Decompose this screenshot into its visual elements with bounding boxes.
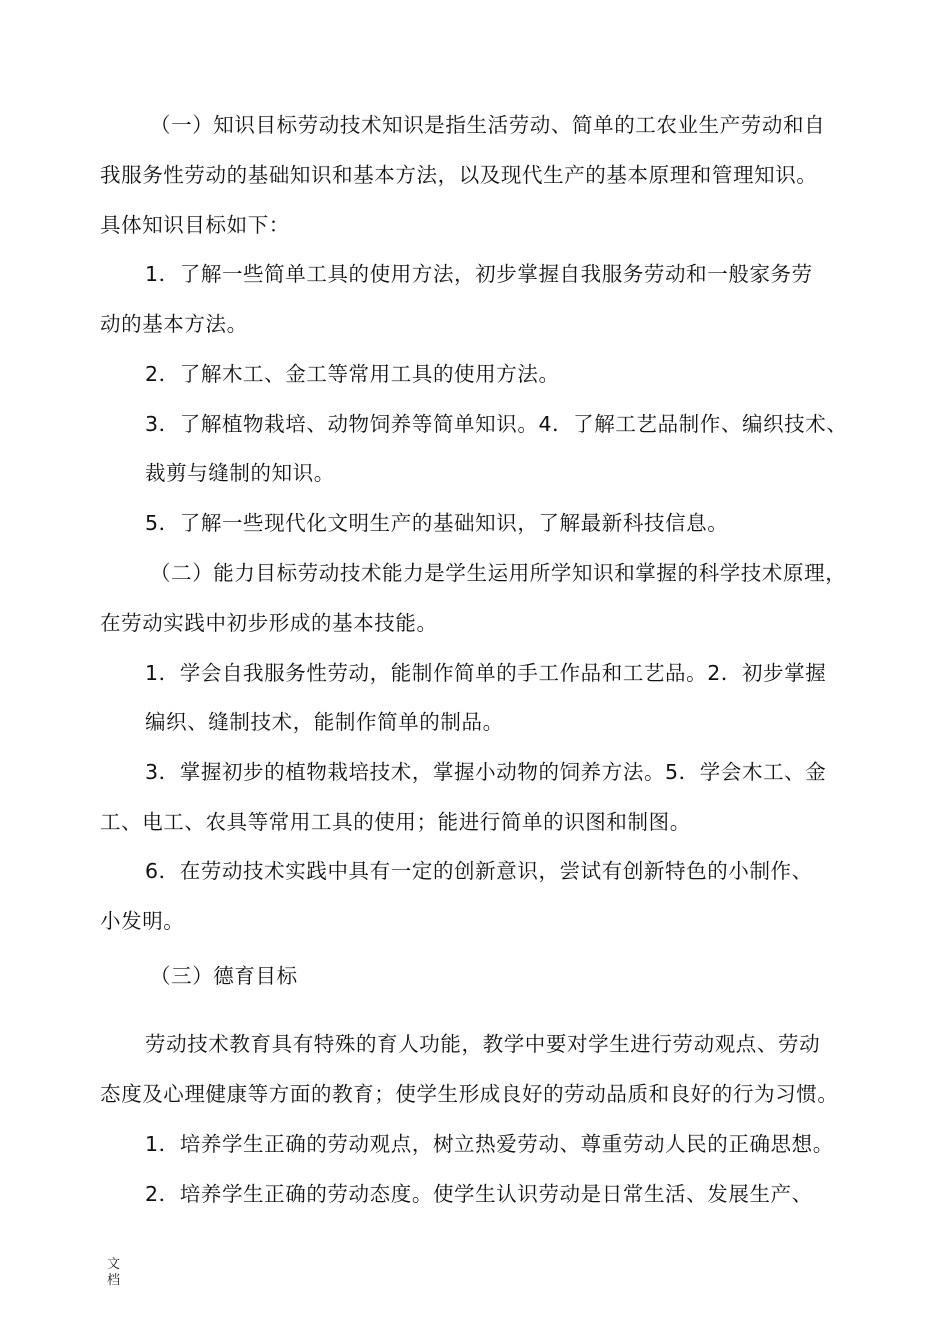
text-line: 我服务性劳动的基础知识和基本方法，以及现代生产的基本原理和管理知识。 bbox=[100, 163, 818, 187]
text-line: 裁剪与缝制的知识。 bbox=[145, 461, 335, 485]
text-line: 编织、缝制技术，能制作简单的制品。 bbox=[145, 710, 504, 734]
text-line: 3．了解植物栽培、动物饲养等简单知识。4．了解工艺品制作、编织技术、 bbox=[145, 412, 848, 436]
text-line: 具体知识目标如下： bbox=[100, 213, 290, 237]
footer-label: 档 bbox=[107, 1273, 121, 1288]
text-line: 2．培养学生正确的劳动态度。使学生认识劳动是日常生活、发展生产、 bbox=[145, 1182, 813, 1206]
text-line: （一）知识目标劳动技术知识是指生活劳动、简单的工农业生产劳动和自 bbox=[150, 113, 826, 137]
section-heading: （三）德育目标 bbox=[150, 964, 298, 988]
text-line: 劳动技术教育具有特殊的育人功能，教学中要对学生进行劳动观点、劳动 bbox=[145, 1032, 821, 1056]
text-line: 2．了解木工、金工等常用工具的使用方法。 bbox=[145, 362, 560, 386]
text-line: 1．了解一些简单工具的使用方法，初步掌握自我服务劳动和一般家务劳 bbox=[145, 262, 813, 286]
footer-label: 文 bbox=[107, 1257, 121, 1272]
text-line: 1．学会自我服务性劳动，能制作简单的手工作品和工艺品。2．初步掌握 bbox=[145, 661, 827, 685]
text-line: 3．掌握初步的植物栽培技术，掌握小动物的饲养方法。5．学会木工、金 bbox=[145, 760, 827, 784]
text-line: 6．在劳动技术实践中具有一定的创新意识，尝试有创新特色的小制作、 bbox=[145, 859, 813, 883]
text-line: 1．培养学生正确的劳动观点，树立热爱劳动、尊重劳动人民的正确思想。 bbox=[145, 1132, 834, 1156]
text-line: （二）能力目标劳动技术能力是学生运用所学知识和掌握的科学技术原理， bbox=[150, 561, 847, 585]
text-line: 在劳动实践中初步形成的基本技能。 bbox=[100, 611, 438, 635]
text-line: 态度及心理健康等方面的教育；使学生形成良好的劳动品质和良好的行为习惯。 bbox=[100, 1082, 839, 1106]
text-line: 小发明。 bbox=[100, 909, 185, 933]
text-line: 动的基本方法。 bbox=[100, 312, 248, 336]
text-line: 5．了解一些现代化文明生产的基础知识，了解最新科技信息。 bbox=[145, 511, 729, 535]
text-line: 工、电工、农具等常用工具的使用；能进行简单的识图和制图。 bbox=[100, 810, 691, 834]
